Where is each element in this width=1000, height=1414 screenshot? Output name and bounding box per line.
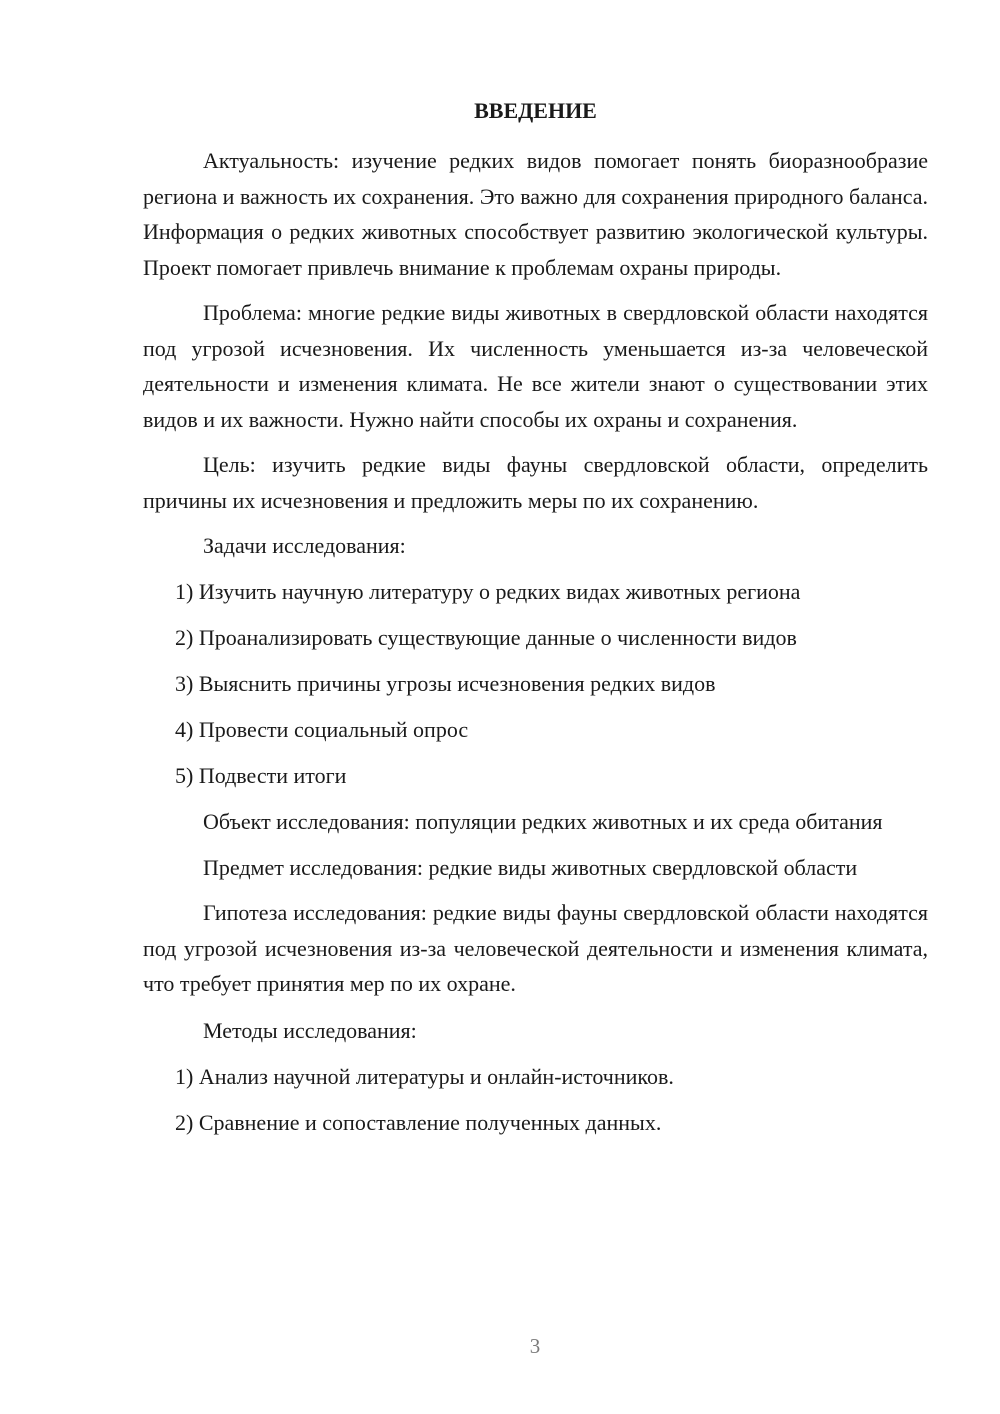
task-item-4: 4) Провести социальный опрос	[175, 717, 469, 742]
problem-paragraph: Проблема: многие редкие виды животных в свердловской области находятся под угрозой исчезновения. Их численность уменьшается из-за человеческой деятельности и изменения климата. Не все жители знают о существовании этих видов и их важности. Нужно найти способы их охраны и сохранения.	[143, 300, 928, 432]
relevance-paragraph: Актуальность: изучение редких видов помогает понять биоразнообразие региона и важность их сохранения. Это важно для сохранения природного баланса. Информация о редких животных способствует развитию экологической культуры. Проект помогает привлечь внимание к проблемам охраны природы.	[143, 148, 928, 280]
task-item-2: 2) Проанализировать существующие данные о численности видов	[175, 625, 797, 650]
document-page	[143, 95, 928, 1140]
goal-paragraph: Цель: изучить редкие виды фауны свердловской области, определить причины их исчезновения и предложить меры по их сохранению.	[143, 452, 928, 513]
method-item-2: 2) Сравнение и сопоставление полученных данных.	[175, 1109, 662, 1135]
task-item-3: 3) Выяснить причины угрозы исчезновения редких видов	[175, 671, 716, 696]
object-paragraph: Объект исследования: популяции редких животных и их среда обитания	[203, 809, 883, 834]
task-item-1: 1) Изучить научную литературу о редких видах животных региона	[175, 579, 801, 604]
method-item-1: 1) Анализ научной литературы и онлайн-источников.	[175, 1063, 674, 1089]
subject-paragraph: Предмет исследования: редкие виды животных свердловской области	[203, 854, 858, 880]
page-number: 3	[529, 1334, 541, 1358]
methods-heading: Методы исследования:	[203, 1017, 417, 1043]
tasks-heading: Задачи исследования:	[203, 533, 406, 558]
task-item-5: 5) Подвести итоги	[175, 763, 347, 788]
section-heading: ВВЕДЕНИЕ	[474, 98, 597, 123]
hypothesis-paragraph: Гипотеза исследования: редкие виды фауны свердловской области находятся под угрозой исчезновения из-за человеческой деятельности и изменения климата, что требует принятия мер по их охране.	[143, 900, 928, 996]
